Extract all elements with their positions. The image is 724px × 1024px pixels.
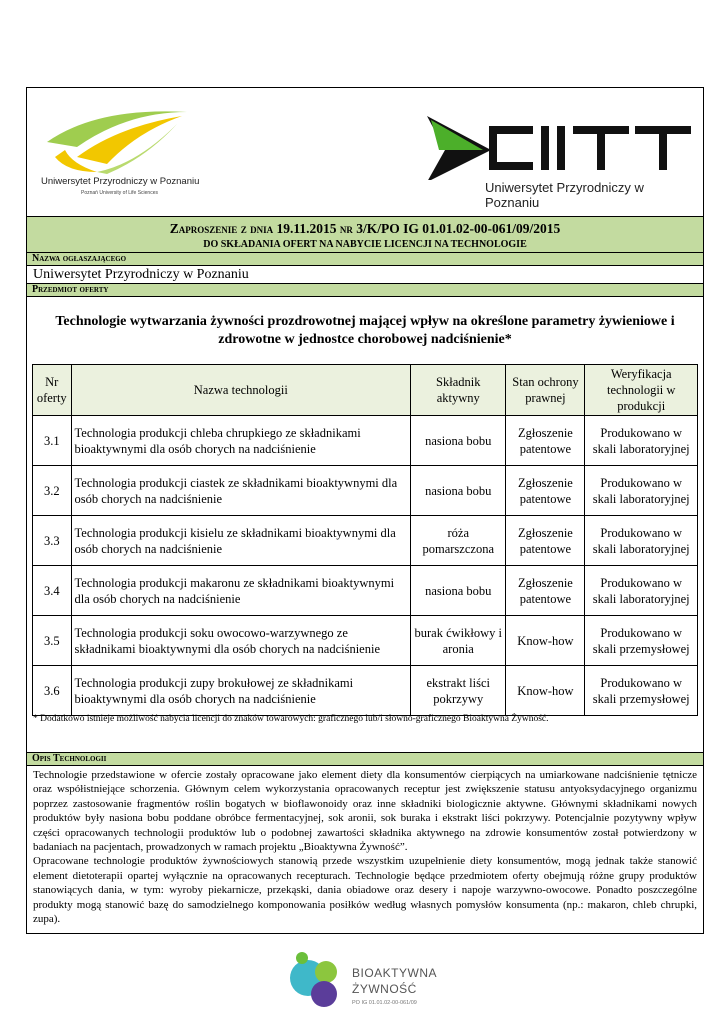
left-logo-caption: Uniwersytet Przyrodniczy w Poznaniu	[41, 176, 200, 187]
right-logo-caption: Uniwersytet Przyrodniczy w Poznaniu	[485, 180, 644, 210]
cell-nr: 3.4	[33, 566, 72, 616]
description-paragraph-1: Technologie przedstawione w ofercie zostały opracowane jako element diety dla konsumentów cierpiących na umiarkowane nadciśnienie tętnicze oraz współistniejące schorzenia. Głównym celem wykorzystania opracowanych receptur jest zwiększenie statusu antyoksydacyjnego organizmu poprzez zastosowanie fragmentów roślin bogatych w bioflawonoidy oraz inne składniki biologicznie aktywne. Głównymi składnikami nowych produktów były nasiona bobu poddane obróbce fermentacyjnej, sok aronii, sok buraka i ekstrakt liści pokrzywy. Potencjalnie pozytywny wpływ części opracowanych technologii produktów lub o podobnej zawartości składnika aktywnego na zdrowie konsumentów został potwierdzony w badaniach na pacjentach, prowadzonych w ramach projektu „Bioaktywna Żywność”.	[33, 769, 697, 854]
cell-ingredient: róża pomarszczona	[411, 516, 506, 566]
table-footnote: * Dodatkowo istnieje możliwość nabycia licencji do znaków towarowych: graficznego lub/i słowno-graficznego Bioaktywna Żywność.	[33, 714, 549, 724]
cell-protection: Zgłoszenie patentowe	[506, 416, 585, 466]
description-paragraph-2: Opracowane technologie produktów żywnościowych stanowią przede wszystkim uzupełnienie diety konsumentów, mogą jednak także stanowić element dietoterapii opartej wyłącznie na opracowanych recepturach. Technologie będące przedmiotem oferty obejmują różne grupy produktów stanowiących dania, w tym: wyroby piekarnicze, przekąski, dania obiadowe oraz desery i napoje warzywno-owocowe. Ponadto poszczególne produkty mogą stanowić bazę do samodzielnego komponowania posiłków według własnych pomysłów konsumenta (np.: makaron, chleb chrupki, zupa).	[33, 855, 697, 926]
document-frame	[26, 87, 704, 934]
col-header-protection: Stan ochrony prawnej	[506, 365, 585, 416]
cell-verification: Produkowano w skali laboratoryjnej	[585, 516, 698, 566]
cell-verification: Produkowano w skali przemysłowej	[585, 666, 698, 716]
cell-name: Technologia produkcji zupy brokułowej ze składnikami bioaktywnymi dla osób chorych na nadciśnienie	[71, 666, 411, 716]
bioaktywna-circles-icon	[286, 944, 346, 1016]
cell-ingredient: ekstrakt liści pokrzywy	[411, 666, 506, 716]
bioaktywna-logo	[286, 944, 446, 1016]
left-logo-subcaption: Poznań University of Life Sciences	[81, 190, 158, 196]
technology-table	[32, 364, 698, 716]
cell-name: Technologia produkcji ciastek ze składnikami bioaktywnymi dla osób chorych na nadciśnienie	[71, 466, 411, 516]
cell-nr: 3.6	[33, 666, 72, 716]
cell-protection: Zgłoszenie patentowe	[506, 466, 585, 516]
cell-nr: 3.5	[33, 616, 72, 666]
announcer-label: Nazwa ogłaszającego	[27, 252, 703, 266]
university-logo	[37, 102, 227, 202]
announcer-value: Uniwersytet Przyrodniczy w Poznaniu	[33, 267, 249, 282]
col-header-nr: Nr oferty	[33, 365, 72, 416]
description-text	[27, 768, 703, 926]
table-row	[33, 466, 698, 516]
title-band	[27, 216, 703, 254]
cell-protection: Zgłoszenie patentowe	[506, 516, 585, 566]
col-header-name: Nazwa technologii	[71, 365, 411, 416]
subject-label: Przedmiot oferty	[27, 283, 703, 297]
bioaktywna-line2: ŻYWNOŚĆ	[352, 982, 417, 996]
cell-ingredient: nasiona bobu	[411, 416, 506, 466]
cell-verification: Produkowano w skali przemysłowej	[585, 616, 698, 666]
cell-ingredient: nasiona bobu	[411, 566, 506, 616]
cell-ingredient: burak ćwikłowy i aronia	[411, 616, 506, 666]
page-subtitle: DO SKŁADANIA OFERT NA NABYCIE LICENCJI NA TECHNOLOGIE	[203, 239, 527, 250]
cell-protection: Know-how	[506, 666, 585, 716]
page-title: Zaproszenie z dnia 19.11.2015 nr 3/K/PO IG 01.01.02-00-061/09/2015	[169, 221, 561, 236]
col-header-verification: Weryfikacja technologii w produkcji	[585, 365, 698, 416]
cell-verification: Produkowano w skali laboratoryjnej	[585, 566, 698, 616]
table-row	[33, 516, 698, 566]
table-row	[33, 566, 698, 616]
cell-ingredient: nasiona bobu	[411, 466, 506, 516]
cell-name: Technologia produkcji kisielu ze składnikami bioaktywnymi dla osób chorych na nadciśnienie	[71, 516, 411, 566]
subject-heading: Technologie wytwarzania żywności prozdrowotnej mającej wpływ na określone parametry żywieniowe i zdrowotne w jednostce chorobowej nadciśnienie*	[55, 314, 675, 347]
ciitt-logo-icon	[427, 110, 697, 180]
cell-protection: Know-how	[506, 616, 585, 666]
table-row	[33, 666, 698, 716]
cell-verification: Produkowano w skali laboratoryjnej	[585, 416, 698, 466]
cell-name: Technologia produkcji soku owocowo-warzywnego ze składnikami bioaktywnymi dla osób chorych na nadciśnienie	[71, 616, 411, 666]
bioaktywna-line3: PO IG 01.01.02-00-061/09	[352, 1000, 417, 1006]
description-label: Opis Technologii	[27, 752, 703, 766]
cell-name: Technologia produkcji chleba chrupkiego ze składnikami bioaktywnymi dla osób chorych na nadciśnienie	[71, 416, 411, 466]
cell-nr: 3.2	[33, 466, 72, 516]
col-header-ingredient: Składnik aktywny	[411, 365, 506, 416]
bioaktywna-line1: BIOAKTYWNA	[352, 966, 438, 980]
university-swoosh-icon	[37, 102, 227, 202]
cell-nr: 3.1	[33, 416, 72, 466]
cell-nr: 3.3	[33, 516, 72, 566]
ciitt-logo	[427, 110, 697, 210]
cell-name: Technologia produkcji makaronu ze składnikami bioaktywnymi dla osób chorych na nadciśnienie	[71, 566, 411, 616]
table-row	[33, 416, 698, 466]
table-row	[33, 616, 698, 666]
cell-verification: Produkowano w skali laboratoryjnej	[585, 466, 698, 516]
header-logos	[27, 88, 703, 216]
cell-protection: Zgłoszenie patentowe	[506, 566, 585, 616]
table-header-row	[33, 365, 698, 416]
